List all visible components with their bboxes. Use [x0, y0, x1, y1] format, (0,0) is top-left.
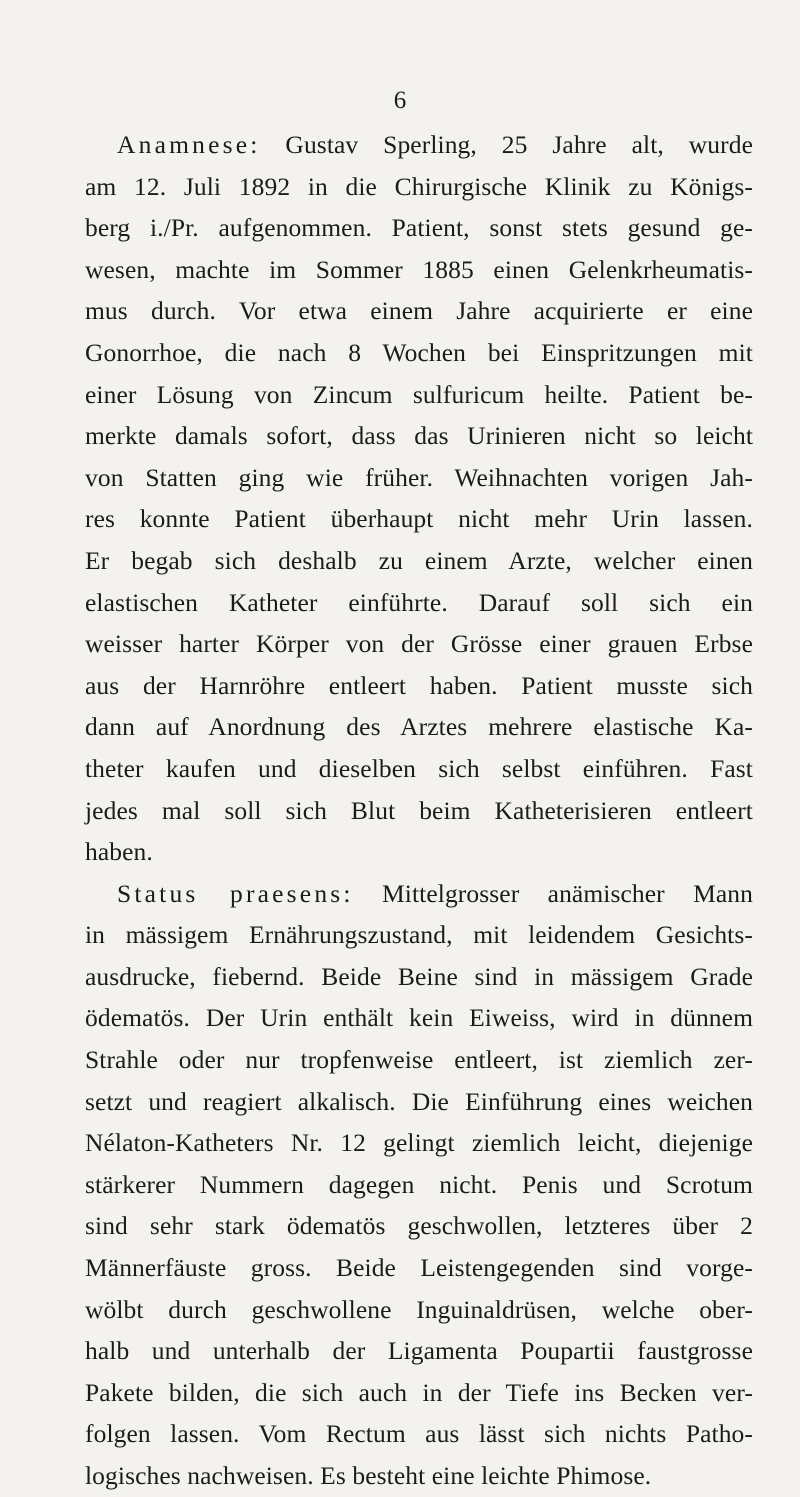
text-line: elastischen Katheter einführte. Darauf soll sich ein — [85, 587, 753, 617]
text-line: aus der Harnröhre entleert haben. Patient musste sich — [85, 670, 753, 700]
body-text — [85, 124, 753, 1497]
text-line: berg i./Pr. aufgenommen. Patient, sonst stets gesund ge- — [85, 213, 753, 243]
text-line: von Statten ging wie früher. Weihnachten vorigen Jah- — [85, 462, 753, 492]
text-line: sind sehr stark ödematös geschwollen, letzteres über 2 — [85, 1211, 753, 1241]
text-line: setzt und reagiert alkalisch. Die Einführung eines weichen — [85, 1086, 753, 1116]
text-line-content: Mittelgrosser anämischer Mann — [353, 878, 753, 908]
text-line: stärkerer Nummern dagegen nicht. Penis und Scrotum — [85, 1169, 753, 1199]
text-line: Gonorrhoe, die nach 8 Wochen bei Einspritzungen mit — [85, 337, 753, 367]
text-line: wesen, machte im Sommer 1885 einen Gelenkrheumatis- — [85, 254, 753, 284]
text-line: Strahle oder nur tropfenweise entleert, ist ziemlich zer- — [85, 1045, 753, 1075]
text-line: Nélaton-Katheters Nr. 12 gelingt ziemlich leicht, diejenige — [85, 1128, 753, 1158]
text-line: ödematös. Der Urin enthält kein Eiweiss, wird in dünnem — [85, 1003, 753, 1033]
text-line: halb und unterhalb der Ligamenta Poupartii faustgrosse — [85, 1336, 753, 1366]
text-line: mus durch. Vor etwa einem Jahre acquirierte er eine — [85, 296, 753, 326]
text-line: merkte damals sofort, dass das Urinieren nicht so leicht — [85, 421, 753, 451]
text-line — [85, 124, 753, 166]
text-line: dann auf Anordnung des Arztes mehrere elastische Ka- — [85, 712, 753, 742]
text-line: Männerfäuste gross. Beide Leistengegenden sind vorge- — [85, 1253, 753, 1283]
text-line: am 12. Juli 1892 in die Chirurgische Klinik zu Königs- — [85, 171, 753, 201]
text-line: ausdrucke, fiebernd. Beide Beine sind in mässigem Grade — [85, 961, 753, 991]
text-line: in mässigem Ernährungszustand, mit leidendem Gesichts- — [85, 920, 753, 950]
text-line: logisches nachweisen. Es besteht eine leichte Phimose. — [85, 1461, 652, 1490]
text-line-content: Gustav Sperling, 25 Jahre alt, wurde — [260, 130, 753, 159]
section-heading-anamnese: Anamnese: — [117, 130, 261, 159]
text-line: Pakete bilden, die sich auch in der Tiefe ins Becken ver- — [85, 1377, 753, 1407]
text-line: res konnte Patient überhaupt nicht mehr Urin lassen. — [85, 504, 753, 534]
text-line: einer Lösung von Zincum sulfuricum heilte. Patient be- — [85, 379, 753, 409]
page-number: 6 — [393, 87, 407, 114]
text-line — [85, 873, 753, 915]
text-line: Er begab sich deshalb zu einem Arzte, welcher einen — [85, 545, 753, 575]
text-line: weisser harter Körper von der Grösse einer grauen Erbse — [85, 629, 753, 659]
text-line: jedes mal soll sich Blut beim Katheterisieren entleert — [85, 795, 753, 825]
section-heading-status-praesens: Status praesens: — [117, 878, 354, 908]
text-line: theter kaufen und dieselben sich selbst einführen. Fast — [85, 753, 753, 783]
text-line: folgen lassen. Vom Rectum aus lässt sich nichts Patho- — [85, 1419, 753, 1449]
text-line: wölbt durch geschwollene Inguinaldrüsen, welche ober- — [85, 1294, 753, 1324]
text-line: haben. — [85, 837, 153, 867]
